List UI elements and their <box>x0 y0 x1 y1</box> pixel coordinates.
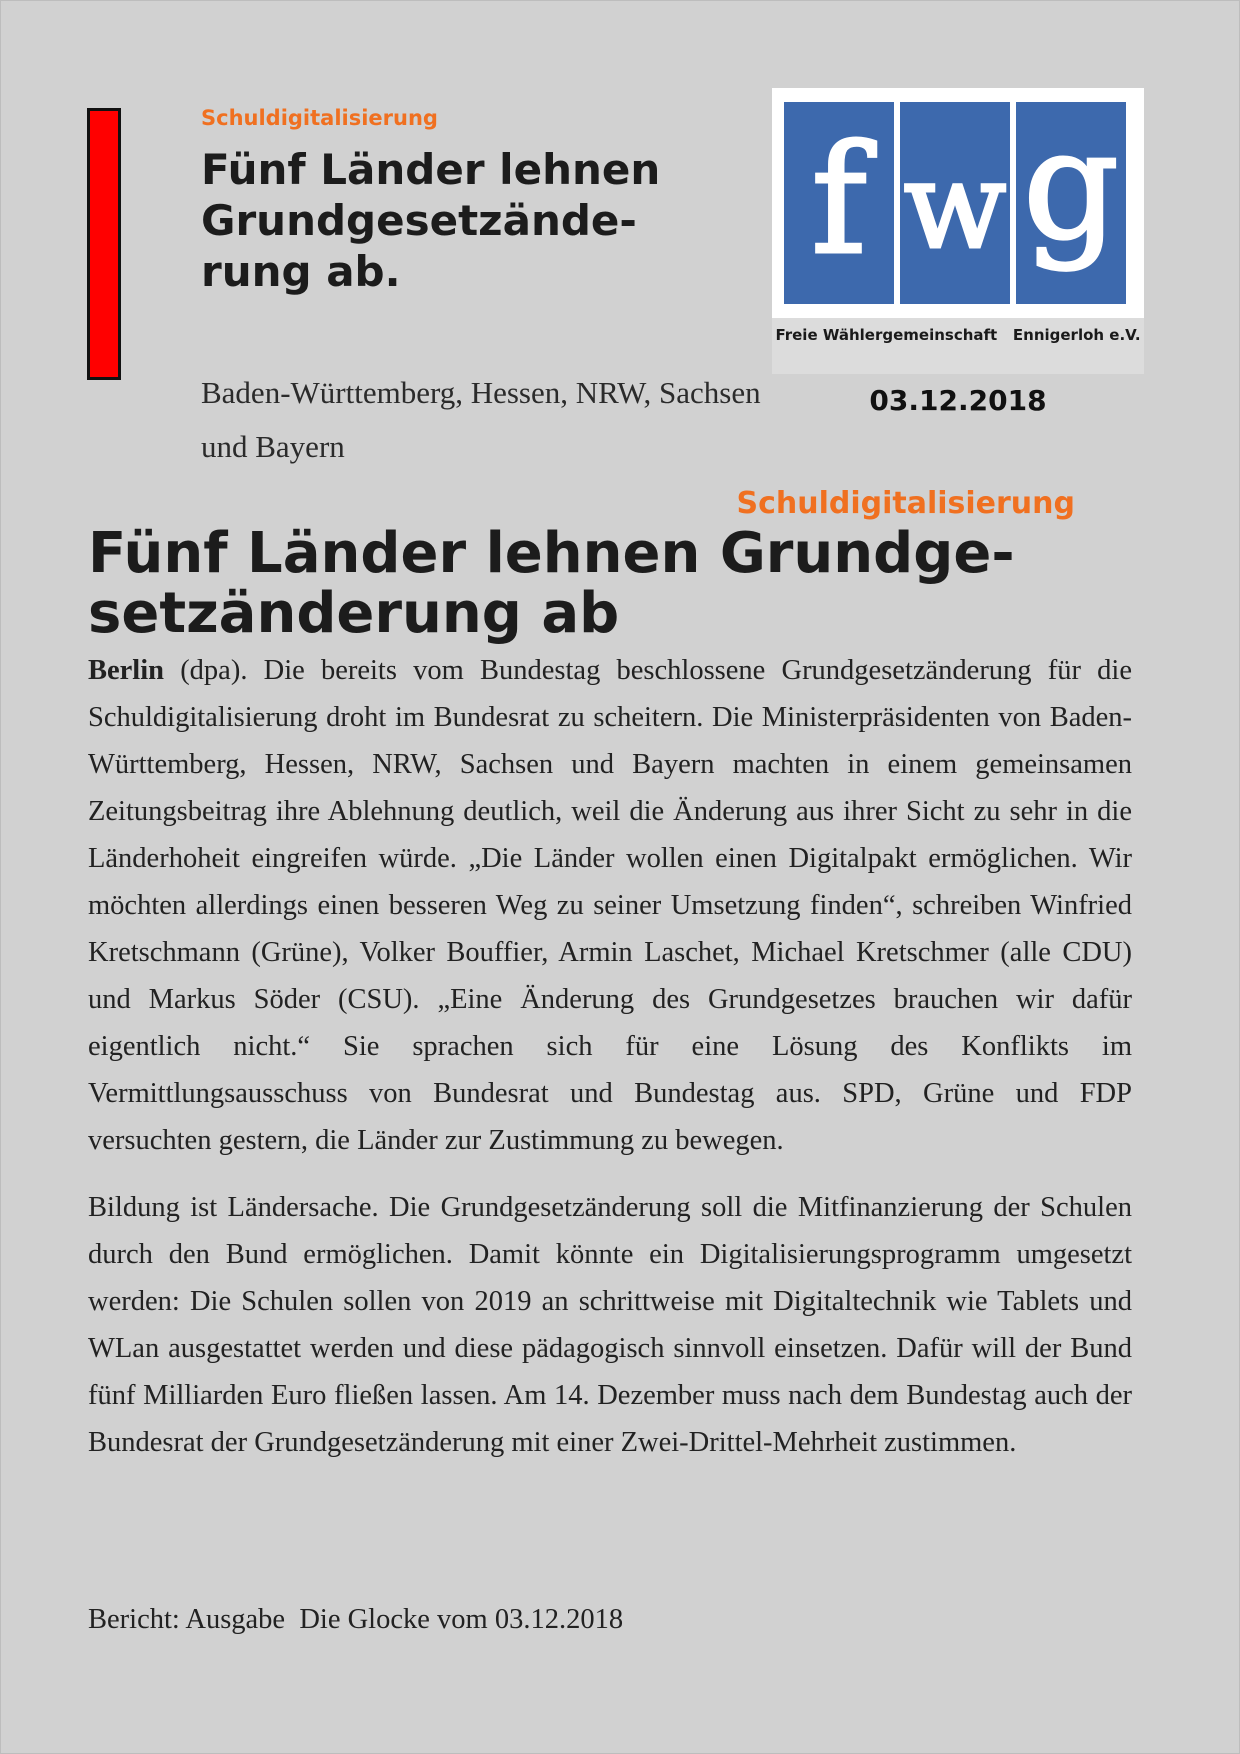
article-headline: Fünf Länder lehnen Grundgesetzänderung ab <box>88 521 1015 646</box>
article-kicker: Schuldigitalisierung <box>736 486 1075 521</box>
logo-caption: Freie Wählergemeinschaft Ennigerloh e.V. <box>775 326 1141 344</box>
article-paragraph-1 <box>88 647 1132 1164</box>
logo-letter-g: g <box>1022 102 1120 273</box>
logo-tile-g <box>1016 102 1126 304</box>
logo-tile-f <box>784 102 894 304</box>
logo-letter-w: w <box>903 137 1007 276</box>
article-dateline: Berlin <box>88 655 164 686</box>
logo-tile-w <box>900 102 1010 304</box>
logo-tile-strip <box>772 88 1144 318</box>
article-source: Bericht: Ausgabe Die Glocke vom 03.12.2018 <box>88 1604 624 1635</box>
teaser-headline: Fünf Länder lehnen Grundgesetzänderung ab. <box>201 145 661 297</box>
logo-date: 03.12.2018 <box>869 384 1047 417</box>
teaser-subtitle: Baden-Württemberg, Hessen, NRW, Sachsen und Bayern <box>201 375 761 464</box>
fwg-logo <box>772 88 1144 374</box>
teaser-kicker: Schuldigitalisierung <box>201 106 438 130</box>
article-paragraph-1-text: (dpa). Die bereits vom Bundestag beschlossene Grundgesetzänderung für die Schuldigitalisierung droht im Bundesrat zu scheitern. Die Ministerpräsidenten von Baden-Württemberg, Hessen, NRW, Sachsen und Bayern machten in einem gemeinsamen Zeitungsbeitrag ihre Ablehnung deutlich, weil die Änderung aus ihrer Sicht zu sehr in die Länderhoheit eingreifen würde. „Die Länder wollen einen Digitalpakt ermöglichen. Wir möchten allerdings einen besseren Weg zu seiner Umsetzung finden“, schreiben Winfried Kretschmann (Grüne), Volker Bouffier, Armin Laschet, Michael Kretschmer (alle CDU) und Markus Söder (CSU). „Eine Änderung des Grundgesetzes brauchen wir dafür eigentlich nicht.“ Sie sprachen sich für eine Lösung des Konflikts im Vermittlungsausschuss von Bundesrat und Bundestag aus. SPD, Grüne und FDP versuchten gestern, die Länder zur Zustimmung zu bewegen. <box>88 655 1132 1156</box>
logo-letter-f: f <box>811 114 867 288</box>
article-body <box>88 647 1132 1486</box>
article-paragraph-2: Bildung ist Ländersache. Die Grundgesetzänderung soll die Mitfinanzierung der Schulen durch den Bund ermöglichen. Damit könnte ein Digitalisierungsprogramm umgesetzt werden: Die Schulen sollen von 2019 an schrittweise mit Digitaltechnik wie Tablets und WLan ausgestattet werden und diese pädagogisch sinnvoll einsetzen. Dafür will der Bund fünf Milliarden Euro fließen lassen. Am 14. Dezember muss nach dem Bundestag auch der Bundesrat der Grundgesetzänderung mit einer Zwei-Drittel-Mehrheit zustimmen. <box>88 1192 1132 1458</box>
red-marker-bar <box>87 108 121 380</box>
